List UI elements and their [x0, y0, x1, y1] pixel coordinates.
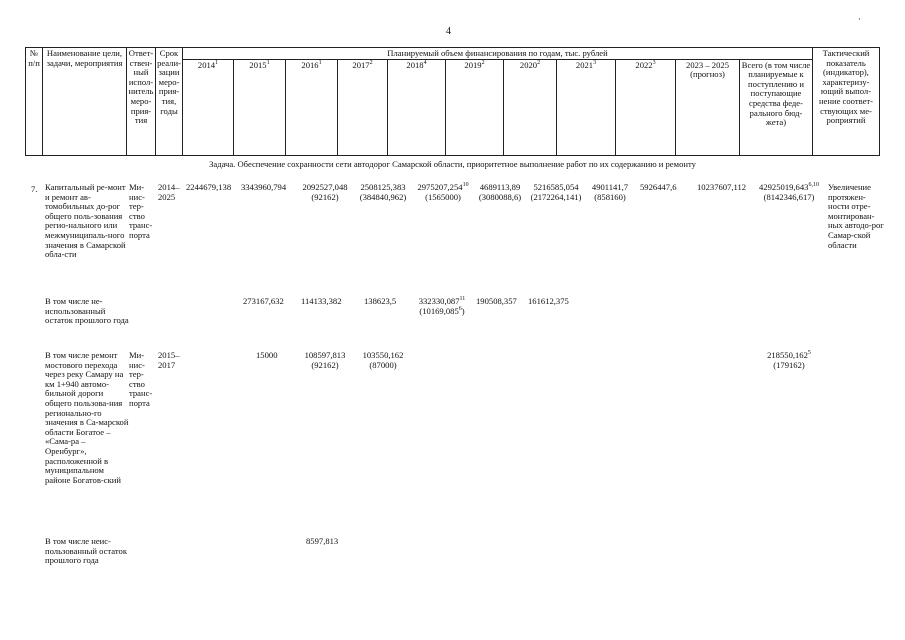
row7a-2018: 332330,087$^{11}$ (10169,085$^6$)	[418, 296, 466, 316]
header-table	[25, 47, 880, 156]
row7c-name: В том числе неис-пользованный остаток прошлого года	[45, 536, 128, 566]
row7b-2015: 15000	[256, 350, 278, 360]
row7-2016: 2092527,048 (92162)	[302, 182, 348, 202]
header-year-2017: 2017$^2$	[338, 59, 388, 155]
row7b-2017: 103550,162 (87000)	[362, 350, 404, 370]
row7b-exec: Ми-нис-тер-ство транс-порта	[129, 350, 153, 408]
header-forecast: 2023 – 2025 (прогноз)	[676, 59, 740, 155]
row7a-2019: 190508,357	[476, 296, 517, 306]
header-year-2019: 2019$^2$	[446, 59, 504, 155]
row7b-2016: 108597,813 (92162)	[304, 350, 346, 370]
row7-forecast: 10237607,112	[697, 182, 747, 192]
header-year-2016: 2016$^1$	[286, 59, 338, 155]
header-year-2018: 2018$^4$	[388, 59, 446, 155]
header-funding: Планируемый объем финансирования по годам, тыс. рублей	[183, 48, 813, 60]
header-exec: Ответ-ствен-ный испол-нитель меро-прия-тия	[127, 48, 156, 156]
header-year-2020: 2020$^2$	[504, 59, 557, 155]
row7c-2016: 8597,813	[306, 536, 339, 546]
row7-indicator: Увеличение протяжен-ности отре-монтирован-ных автодо-рог Самар-ской области	[828, 182, 884, 250]
row7a-2017: 138623,5	[364, 296, 397, 306]
row7a-2015: 273167,632	[243, 296, 284, 306]
header-name: Наименование цели, задачи, мероприятия	[43, 48, 127, 156]
header-term: Срок реали-зации меро-прия-тия, годы	[156, 48, 183, 156]
header-num: № п/п	[26, 48, 43, 156]
row7-num: 7.	[31, 184, 38, 194]
header-year-2014: 2014$^1$	[183, 59, 234, 155]
row7-2022: 5926447,6	[640, 182, 677, 192]
page-number: 4	[446, 26, 451, 37]
row7a-2016: 114133,382	[301, 296, 342, 306]
header-year-2022: 2022$^3$	[616, 59, 676, 155]
header-indicator: Тактический показатель (индикатор), характеризу-ющий выпол-нение соответ-ствующих ме-роприятий	[813, 48, 880, 156]
row7-2021: 4901141,7 (858160)	[591, 182, 629, 202]
row7-2014: 2244679,138	[186, 182, 232, 192]
row7-total: 42925019,643$^{6,10}$ (8142346,617)	[759, 182, 819, 202]
row7b-total: 218550,162$^5$ (179162)	[767, 350, 811, 370]
row7-2018: 2975207,254$^{10}$ (1565000)	[417, 182, 469, 202]
header-year-2021: 2021$^3$	[557, 59, 616, 155]
row7-2015: 3343960,794	[241, 182, 287, 192]
row7-term: 2014–2025	[158, 182, 180, 202]
header-total: Всего (в том числе планируемые к поступлению и поступающие средства феде-рального бюд-жета)	[740, 59, 813, 155]
task-title: Задача. Обеспечение сохранности сети автодорог Самарской области, приоритетное выполнение работ по их содержанию и ремонту	[209, 159, 696, 169]
header-year-2015: 2015$^1$	[234, 59, 286, 155]
row7-2017: 2508125,383 (384840,962)	[359, 182, 407, 202]
row7b-name: В том числе ремонт мостового перехода через реку Самару на км 1+940 автомо-бильной дороги общего пользова-ния регионально-го значения в Са-марской области Богатое – «Сама-ра – Оренбург», расположенной в муниципальном районе Богатов-ский	[45, 350, 129, 485]
row7b-term: 2015–2017	[158, 350, 180, 370]
row7a-name: В том числе не-использованный остаток прошлого года	[45, 296, 129, 326]
corner-mark: ·	[858, 14, 861, 24]
row7-2020: 5216585,054 (2172264,141)	[530, 182, 582, 202]
row7-exec: Ми-нис-тер-ство транс-порта	[129, 182, 153, 240]
row7-2019: 4689113,89 (3080088,6)	[478, 182, 522, 202]
row7-name: Капитальный ре-монт и ремонт ав-томобильных до-рог общего поль-зования регио-нального или межмуниципаль-ного значения в Самарской обла-сти	[45, 182, 126, 260]
row7a-2020: 161612,375	[528, 296, 569, 306]
